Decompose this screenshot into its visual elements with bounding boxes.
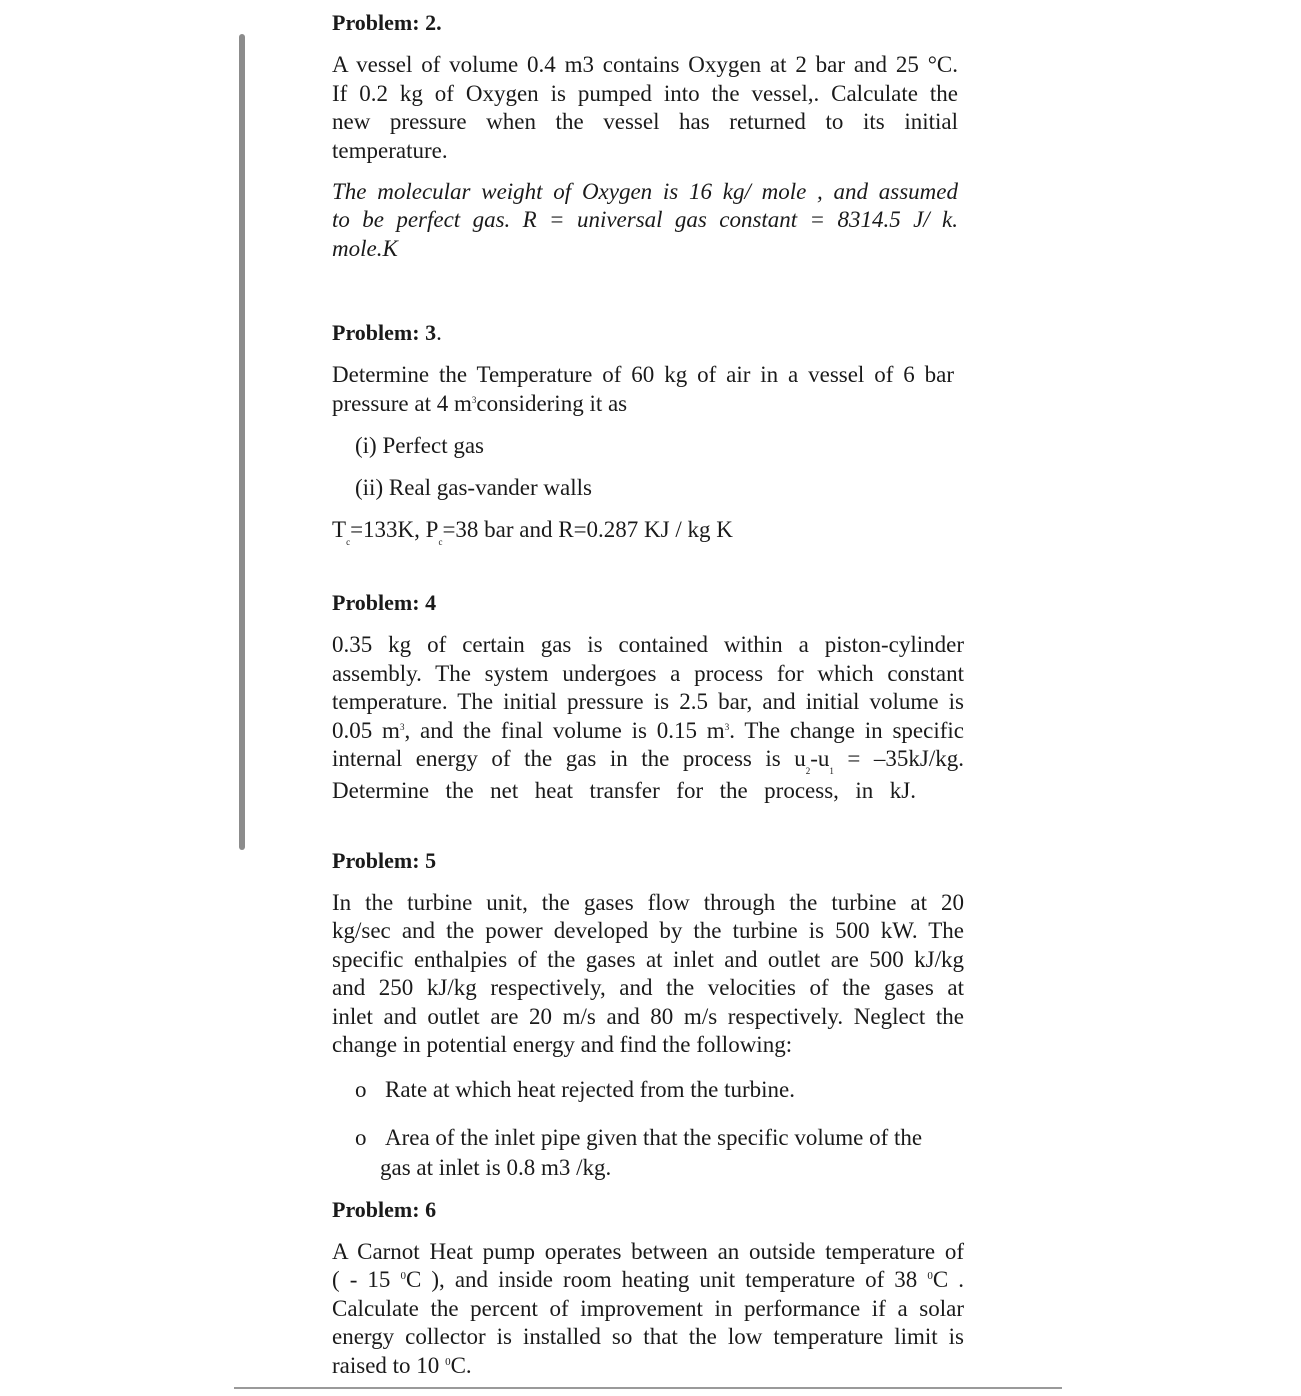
- given-part: =133K, P: [350, 517, 439, 542]
- page-bottom-divider: [234, 1387, 1062, 1389]
- problem-4-text-part: . The change in specific: [729, 718, 964, 743]
- vertical-scrollbar[interactable]: [239, 34, 245, 850]
- problem-4-text-line: 0.35 kg of certain gas is contained within a piston-cylinder: [332, 632, 964, 657]
- problem-6-text-line: energy collector is installed so that the low temperature limit is: [332, 1324, 964, 1349]
- problem-3-text-part: pressure at 4 m: [332, 391, 472, 416]
- problem-4-text-part: , and the final volume is 0.15 m: [404, 718, 725, 743]
- problem-2-note-line: The molecular weight of Oxygen is 16 kg/ mole , and assumed: [332, 179, 958, 204]
- problem-3-text-line: Determine the Temperature of 60 kg of air in a vessel of 6 bar: [332, 362, 954, 387]
- problem-3-item: (ii) Real gas-vander walls: [355, 475, 592, 500]
- subscript: 2: [805, 766, 811, 776]
- problem-3-title: [332, 319, 442, 348]
- problem-4-text-part: 0.05 m: [332, 718, 400, 743]
- problem-3-item: (i) Perfect gas: [355, 433, 484, 458]
- problem-2-text-line: temperature.: [332, 138, 448, 163]
- superscript: 3: [471, 395, 477, 405]
- problem-5-text-line: specific enthalpies of the gases at inlet and outlet are 500 kJ/kg: [332, 947, 964, 972]
- problem-3-title-dot: .: [436, 320, 442, 345]
- problem-6-text-part: C .: [932, 1267, 964, 1292]
- bullet-icon: o: [355, 1125, 367, 1150]
- subscript: 1: [829, 766, 834, 776]
- problem-6-text-part: raised to 10: [332, 1353, 446, 1378]
- problem-3-text-part: considering it as: [476, 391, 628, 416]
- given-part: =38 bar and R=0.287 KJ / kg K: [442, 517, 733, 542]
- problem-5-title: Problem: 5: [332, 848, 437, 873]
- problem-6-text-line: [332, 1266, 964, 1299]
- problem-4-text-line: temperature. The initial pressure is 2.5 bar, and initial volume is: [332, 689, 964, 714]
- problem-6-text-part: ( - 15: [332, 1267, 401, 1292]
- problem-4-text-line: assembly. The system undergoes a process for which constant: [332, 661, 964, 686]
- given-part: T: [332, 517, 347, 542]
- problem-6-title: Problem: 6: [332, 1197, 437, 1222]
- problem-6-text-line: A Carnot Heat pump operates between an outside temperature of: [332, 1239, 964, 1264]
- bullet-icon: o: [355, 1077, 367, 1102]
- problem-5-bullet-continuation: gas at inlet is 0.8 m3 /kg.: [380, 1155, 612, 1180]
- problem-4-text-line: [332, 745, 964, 778]
- problem-3-text-line: [332, 390, 627, 423]
- problem-2-text-line: new pressure when the vessel has returned to its initial: [332, 109, 958, 134]
- problem-4-text-part: = –35kJ/kg.: [833, 746, 964, 771]
- bullet-text: Area of the inlet pipe given that the specific volume of the: [385, 1125, 923, 1150]
- problem-2-note-line: mole.K: [332, 236, 398, 261]
- problem-5-text-line: inlet and outlet are 20 m/s and 80 m/s respectively. Neglect the: [332, 1004, 964, 1029]
- superscript: 3: [399, 722, 405, 732]
- problem-6-text-part: C.: [450, 1353, 472, 1378]
- problem-5-text-line: kg/sec and the power developed by the turbine is 500 kW. The: [332, 918, 964, 943]
- superscript: 3: [724, 722, 730, 732]
- problem-6-text-part: C ), and inside room heating unit temperature of 38: [405, 1267, 928, 1292]
- problem-2-note-line: to be perfect gas. R = universal gas constant = 8314.5 J/ k.: [332, 207, 958, 232]
- superscript: 0: [400, 1270, 406, 1282]
- problem-5-text-line: In the turbine unit, the gases flow through the turbine at 20: [332, 890, 964, 915]
- superscript: 0: [445, 1356, 451, 1368]
- problem-4-text-part: internal energy of the gas in the process is u: [332, 746, 806, 771]
- problem-5-text-line: and 250 kJ/kg respectively, and the velocities of the gases at: [332, 975, 964, 1000]
- problem-5-bullet-item: [355, 1076, 795, 1105]
- problem-2-title: Problem: 2.: [332, 10, 442, 35]
- subscript: c: [346, 537, 351, 547]
- subscript: c: [438, 537, 443, 547]
- problem-5-bullet-item: [355, 1124, 922, 1153]
- problem-2-text-line: If 0.2 kg of Oxygen is pumped into the vessel,. Calculate the: [332, 81, 958, 106]
- problem-3-given: [332, 516, 733, 549]
- problem-4-text-part: -u: [810, 746, 830, 771]
- problem-5-text-line: change in potential energy and find the following:: [332, 1032, 793, 1057]
- problem-6-text-line: [332, 1352, 472, 1385]
- superscript: 0: [927, 1270, 933, 1282]
- problem-2-text-line: A vessel of volume 0.4 m3 contains Oxygen at 2 bar and 25 °C.: [332, 52, 958, 77]
- bullet-text: Rate at which heat rejected from the turbine.: [385, 1077, 795, 1102]
- problem-6-text-line: Calculate the percent of improvement in performance if a solar: [332, 1296, 964, 1321]
- problem-3-title-text: Problem: 3: [332, 320, 437, 345]
- problem-4-text-line: Determine the net heat transfer for the process, in kJ.: [332, 778, 916, 803]
- problem-4-title: Problem: 4: [332, 590, 437, 615]
